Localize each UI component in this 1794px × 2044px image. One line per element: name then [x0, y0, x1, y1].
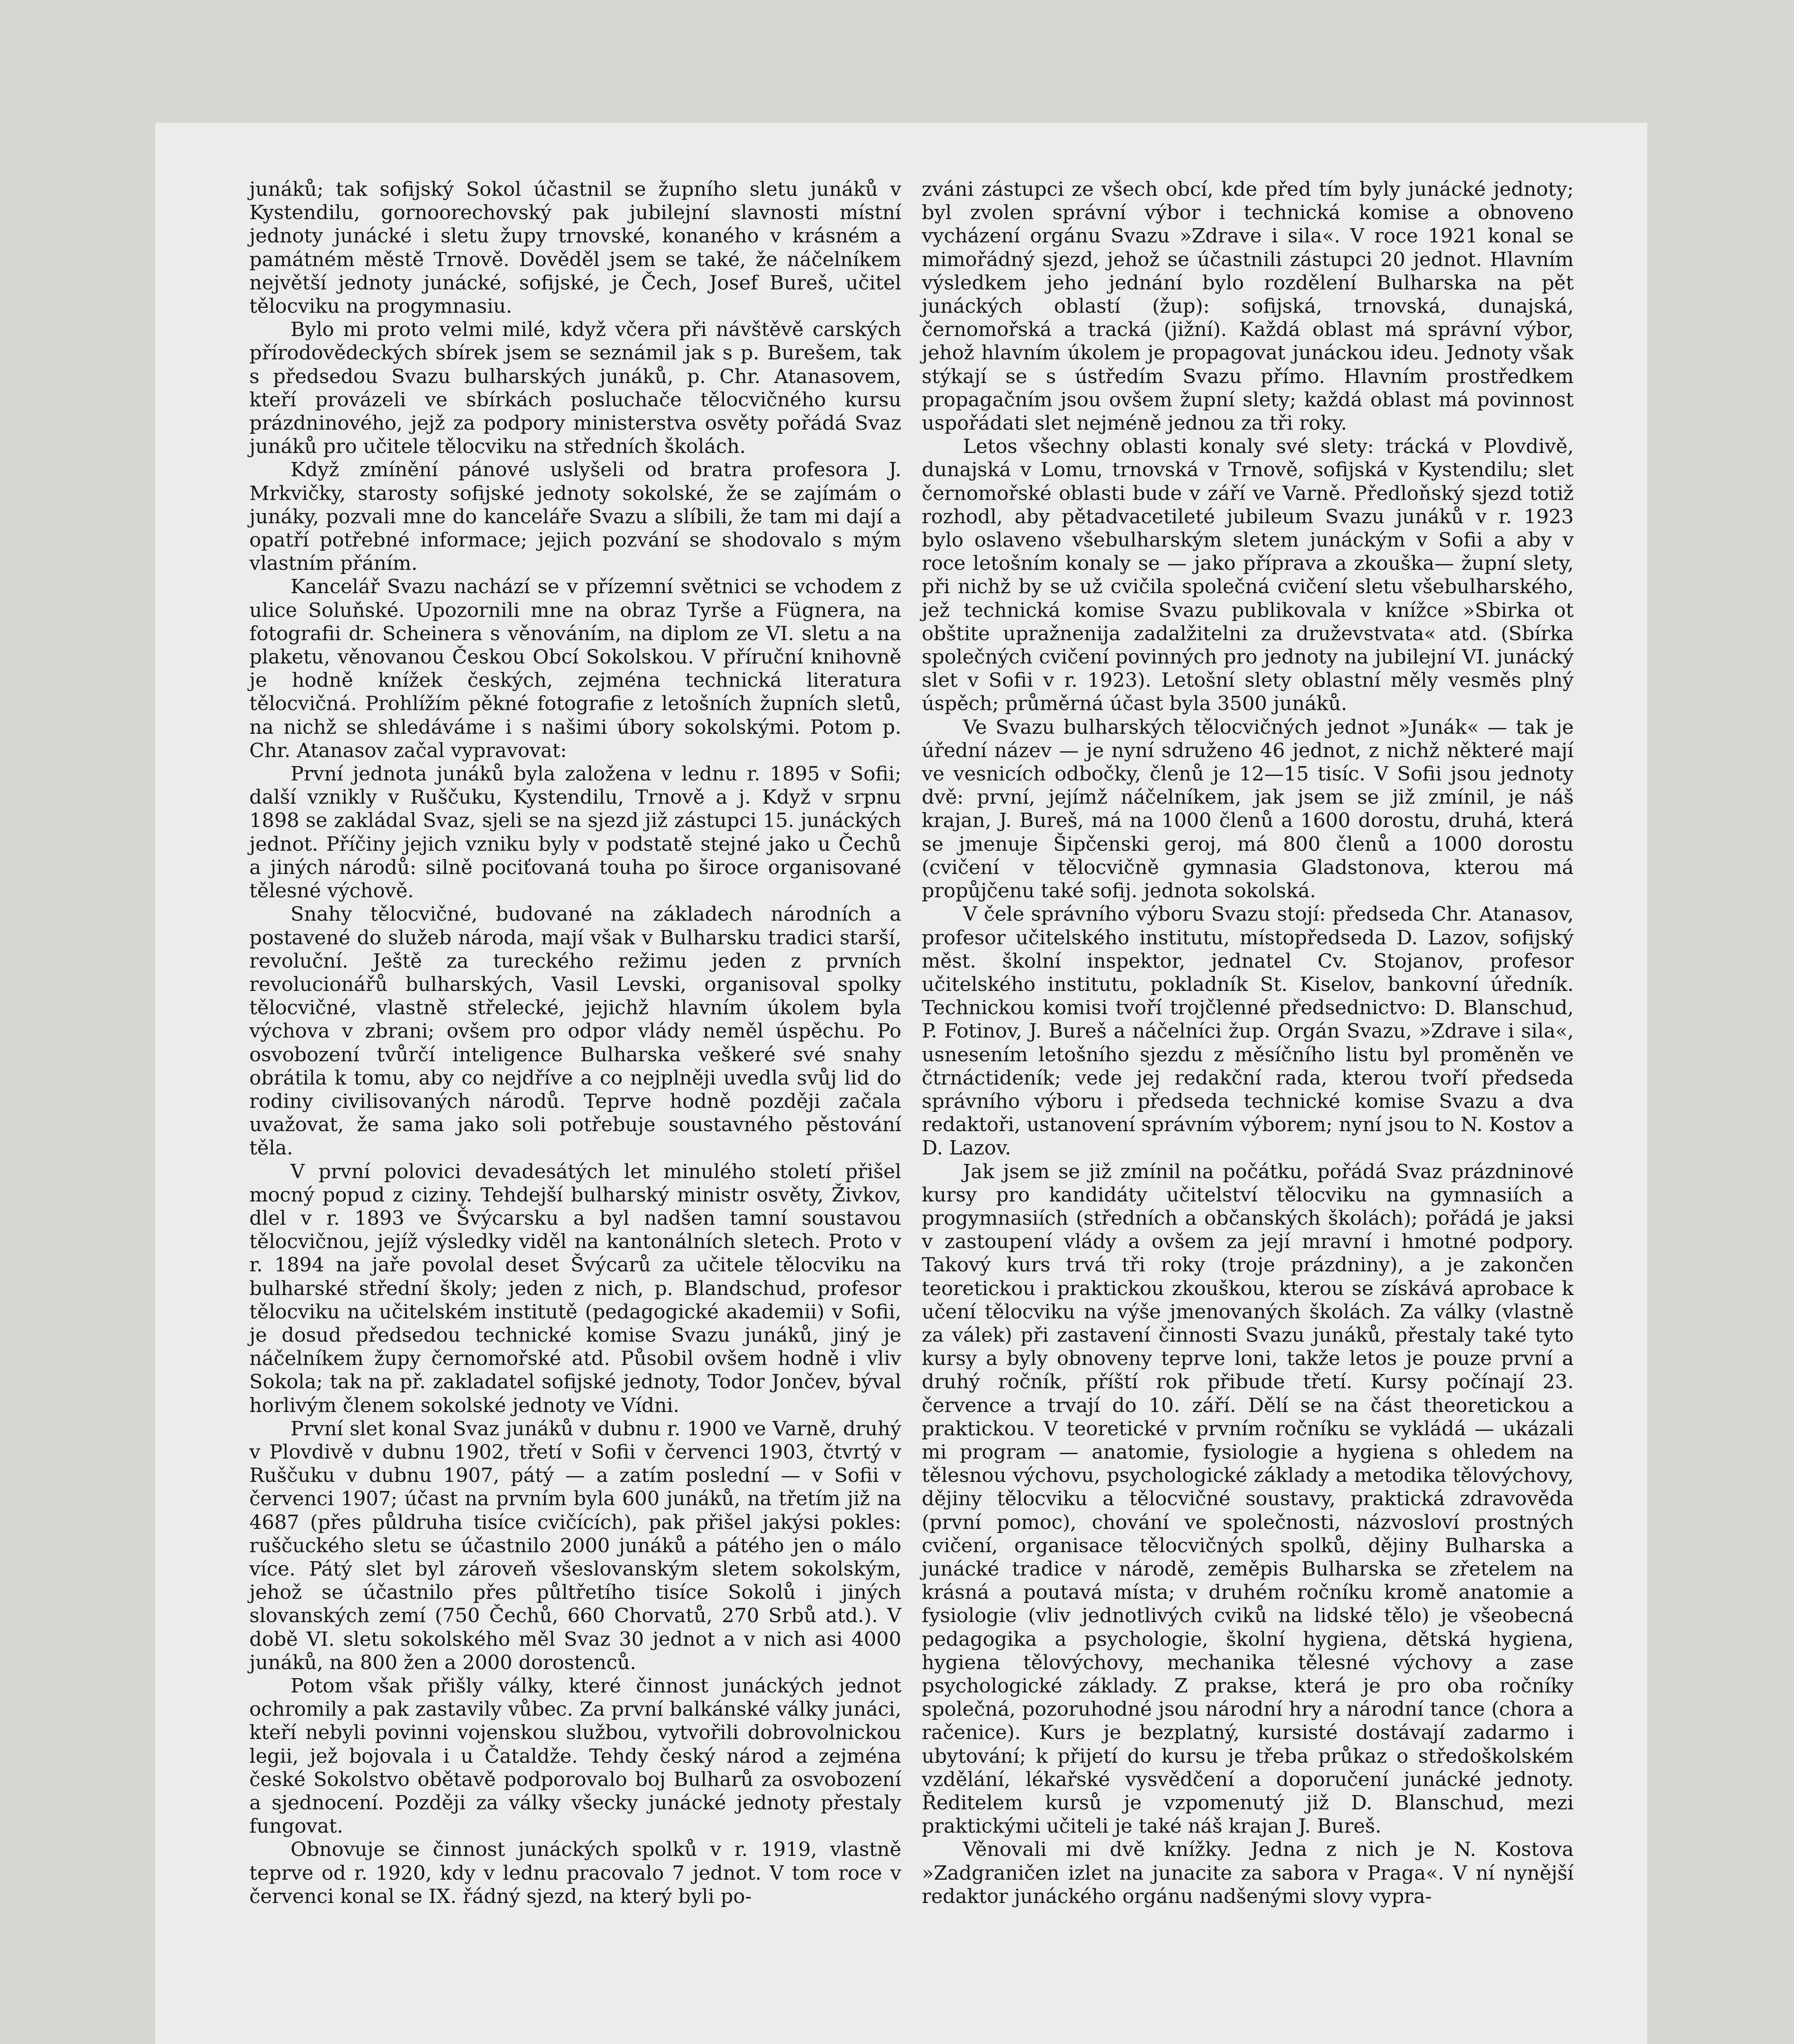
paragraph: Letos všechny oblasti konaly své slety: trácká v Plovdivě, dunajská v Lomu, trnovská v Trnově, sofijská v Kystendilu; slet černomořské oblasti bude v září ve Varně. Předloňský sjezd totiž rozhodl, aby pětadvacetileté jubileum Svazu junáků v r. 1923 bylo oslaveno všebulharským sletem junáckým v Sofii a aby v roce letošním konaly se — jako příprava a zkouška— župní slety, při nichž by se už cvičila společná cvičení sletu všebulharského, jež technická komise Svazu publikovala v knížce »Sbirka ot obštite upražnenija zadalžitelni za druževstvata« atd. (Sbírka společných cvičení povinných pro jednoty na jubilejní VI. junácký slet v Sofii v r. 1923). Letošní slety oblastní měly vesměs plný úspěch; průměrná účast byla 3500 junáků. — [922, 435, 1574, 715]
paragraph: Obnovuje se činnost junáckých spolků v r. 1919, vlastně teprve od r. 1920, kdy v lednu pracovalo 7 jednot. V tom roce v červenci konal se IX. řádný sjezd, na který byli po- — [249, 1838, 901, 1908]
paragraph: Jak jsem se již zmínil na počátku, pořádá Svaz prázdninové kursy pro kandidáty učitelství tělocviku na gymnasiích a progymnasiích (středních a občanských školách); pořádá je jaksi v zastoupení vlády a ovšem za její mravní i hmotné podpory. Takový kurs trvá tři roky (troje prázdniny), a je zakončen teoretickou i praktickou zkouškou, kterou se získává aprobace k učení tělocviku na výše jmenovaných školách. Za války (vlastně za válek) při zastavení činnosti Svazu junáků, přestaly také tyto kursy a byly obnoveny teprve loni, takže letos je pouze první a druhý ročník, příští rok přibude třetí. Kursy počínají 23. července a trvají do 10. září. Dělí se na část theoretickou a praktickou. V teoretické v prvním ročníku se vykládá — ukázali mi program — anatomie, fysiologie a hygiena s ohledem na tělesnou výchovu, psychologické základy a metodika tělovýchovy, dějiny tělocviku a tělocvičné soustavy, praktická zdravověda (první pomoc), chování ve společnosti, názvosloví prostných cvičení, organisace tělocvičných spolků, dějiny Bulharska a junácké tradice v národě, zeměpis Bulharska se zřetelem na krásná a poutavá místa; v druhém ročníku kromě anatomie a fysiologie (vliv jednotlivých cviků na lidské tělo) je všeobecná pedagogika a psychologie, školní hygiena, dětská hygiena, hygiena tělovýchovy, mechanika tělesné výchovy a zase psychologické základy. Z prakse, která je pro oba ročníky společná, pozoruhodné jsou národní hry a národní tance (chora a račenice). Kurs je bezplatný, kursisté dostávají zadarmo i ubytování; k přijetí do kursu je třeba průkaz o středoškolském vzdělání, lékařské vysvědčení a doporučení junácké jednoty. Ředitelem kursů je vzpomenutý již D. Blanschud, mezi praktickými učiteli je také náš krajan J. Bureš. — [922, 1160, 1574, 1838]
paragraph: První jednota junáků byla založena v lednu r. 1895 v Sofii; další vznikly v Ruščuku, Kystendilu, Trnově a j. Když v srpnu 1898 se zakládal Svaz, sjeli se na sjezd již zástupci 15. junáckých jednot. Příčiny jejich vzniku byly v podstatě stejné jako u Čechů a jiných národů: silně pociťovaná touha po široce organisované tělesné výchově. — [249, 762, 901, 903]
right-column — [922, 178, 1574, 1908]
paragraph: První slet konal Svaz junáků v dubnu r. 1900 ve Varně, druhý v Plovdivě v dubnu 1902, třetí v Sofii v červenci 1903, čtvrtý v Ruščuku v dubnu 1907, pátý — a zatím poslední — v Sofii v červenci 1907; účast na prvním byla 600 junáků, na třetím již na 4687 (přes půldruha tisíce cvičících), pak přišel jakýsi pokles: ruščuckého sletu se účastnilo 2000 junáků a pátého jen o málo více. Pátý slet byl zároveň všeslovanským sletem sokolským, jehož se účastnilo přes půltřetího tisíce Sokolů i jiných slovanských zemí (750 Čechů, 660 Chorvatů, 270 Srbů atd.). V době VI. sletu sokolského měl Svaz 30 jednot a v nich asi 4000 junáků, na 800 žen a 2000 dorostenců. — [249, 1417, 901, 1674]
paragraph: Když zmínění pánové uslyšeli od bratra profesora J. Mrkvičky, starosty sofijské jednoty sokolské, že se zajímám o junáky, pozvali mne do kanceláře Svazu a slíbili, že tam mi dají a opatří potřebné informace; jejich pozvání se shodovalo s mým vlastním přáním. — [249, 458, 901, 575]
paragraph: Kancelář Svazu nachází se v přízemní světnici se vchodem z ulice Soluňské. Upozornili mne na obraz Tyrše a Fügnera, na fotografii dr. Scheinera s věnováním, na diplom ze VI. sletu a na plaketu, věnovanou Českou Obcí Sokolskou. V příruční knihovně je hodně knížek českých, zejména technická literatura tělocvičná. Prohlížím pěkné fotografie z letošních župních sletů, na nichž se shledáváme i s našimi úbory sokolskými. Potom p. Chr. Atanasov začal vypravovat: — [249, 575, 901, 762]
paragraph: zváni zástupci ze všech obcí, kde před tím byly junácké jednoty; byl zvolen správní výbor i technická komise a obnoveno vycházení orgánu Svazu »Zdrave i sila«. V roce 1921 konal se mimořádný sjezd, jehož se účastnili zástupci 20 jednot. Hlavním výsledkem jeho jednání bylo rozdělení Bulharska na pět junáckých oblastí (žup): sofijská, trnovská, dunajská, černomořská a tracká (jižní). Každá oblast má správní výbor, jehož hlavním úkolem je propagovat junáckou ideu. Jednoty však stýkají se s ústředím Svazu přímo. Hlavním prostředkem propagačním jsou ovšem župní slety; každá oblast má povinnost uspořádati slet nejméně jednou za tři roky. — [922, 178, 1574, 435]
left-column — [249, 178, 901, 1908]
paragraph: Věnovali mi dvě knížky. Jedna z nich je N. Kostova »Zadgraničen izlet na junacite za sabora v Praga«. V ní nynější redaktor junáckého orgánu nadšenými slovy vypra- — [922, 1838, 1574, 1908]
paragraph: junáků; tak sofijský Sokol účastnil se župního sletu junáků v Kystendilu, gornoorechovský pak jubilejní slavnosti místní jednoty junácké i sletu župy trnovské, konaného v krásném a památném městě Trnově. Dověděl jsem se také, že náčelníkem největší jednoty junácké, sofijské, je Čech, Josef Bureš, učitel tělocviku na progymnasiu. — [249, 178, 901, 318]
paragraph: V první polovici devadesátých let minulého století přišel mocný popud z ciziny. Tehdejší bulharský ministr osvěty, Živkov, dlel v r. 1893 ve Švýcarsku a byl nadšen tamní soustavou tělocvičnou, jejíž výsledky viděl na kantonálních sletech. Proto v r. 1894 na jaře povolal deset Švýcarů za učitele tělocviku na bulharské střední školy; jeden z nich, p. Blandschud, profesor tělocviku na učitelském institutě (pedagogické akademii) v Sofii, je dosud předsedou technické komise Svazu junáků, jiný je náčelníkem župy černomořské atd. Působil ovšem hodně i vliv Sokola; tak na př. zakladatel sofijské jednoty, Todor Jončev, býval horlivým členem sokolské jednoty ve Vídni. — [249, 1160, 901, 1417]
paragraph: Snahy tělocvičné, budované na základech národních a postavené do služeb národa, mají však v Bulharsku tradici starší, revoluční. Ještě za tureckého režimu jeden z prvních revolucionářů bulharských, Vasil Levski, organisoval spolky tělocvičné, vlastně střelecké, jejichž hlavním úkolem byla výchova v zbrani; ovšem pro odpor vlády neměl úspěchu. Po osvobození tvůrčí inteligence Bulharska veškeré své snahy obrátila k tomu, aby co nejdříve a co nejplněji uvedla svůj lid do rodiny civilisovaných národů. Teprve hodně později začala uvažovat, že sama jako soli potřebuje soustavného pěstování těla. — [249, 903, 901, 1160]
paragraph: Potom však přišly války, které činnost junáckých jednot ochromily a pak zastavily vůbec. Za první balkánské války junáci, kteří nebyli povinni vojenskou službou, vytvořili dobrovolnickou legii, jež bojovala i u Čataldže. Tehdy český národ a zejména české Sokolstvo obětavě podporovalo boj Bulharů za osvobození a sjednocení. Později za války všecky junácké jednoty přestaly fungovat. — [249, 1674, 901, 1838]
paragraph: Ve Svazu bulharských tělocvičných jednot »Junák« — tak je úřední název — je nyní sdruženo 46 jednot, z nichž některé mají ve vesnicích odbočky, členů je 12—15 tisíc. V Sofii jsou jednoty dvě: první, jejímž náčelníkem, jak jsem se již zmínil, je náš krajan, J. Bureš, má na 1000 členů a 1600 dorostu, druhá, která se jmenuje Šipčenski geroj, má 800 členů a 1000 dorostu (cvičení v tělocvičně gymnasia Gladstonova, kterou má propůjčenu také sofij. jednota sokolská. — [922, 715, 1574, 903]
paragraph: Bylo mi proto velmi milé, když včera při návštěvě carských přírodovědeckých sbírek jsem se seznámil jak s p. Burešem, tak s předsedou Svazu bulharských junáků, p. Chr. Atanasovem, kteří provázeli ve sbírkách posluchače tělocvičného kursu prázdninového, jejž za podpory ministerstva osvěty pořádá Svaz junáků pro učitele tělocviku na středních školách. — [249, 318, 901, 458]
paragraph: V čele správního výboru Svazu stojí: předseda Chr. Atanasov, profesor učitelského institutu, místopředseda D. Lazov, sofijský měst. školní inspektor, jednatel Cv. Stojanov, profesor učitelského institutu, pokladník St. Kiselov, bankovní úředník. Technickou komisi tvoří trojčlenné předsednictvo: D. Blanschud, P. Fotinov, J. Bureš a náčelníci žup. Orgán Svazu, »Zdrave i sila«, usnesením letošního sjezdu z měsíčního listu byl proměněn ve čtrnáctideník; vede jej redakční rada, kterou tvoří předseda správního výboru i předseda technické komise Svazu a dva redaktoři, ustanovení správním výborem; nyní jsou to N. Kostov a D. Lazov. — [922, 903, 1574, 1160]
